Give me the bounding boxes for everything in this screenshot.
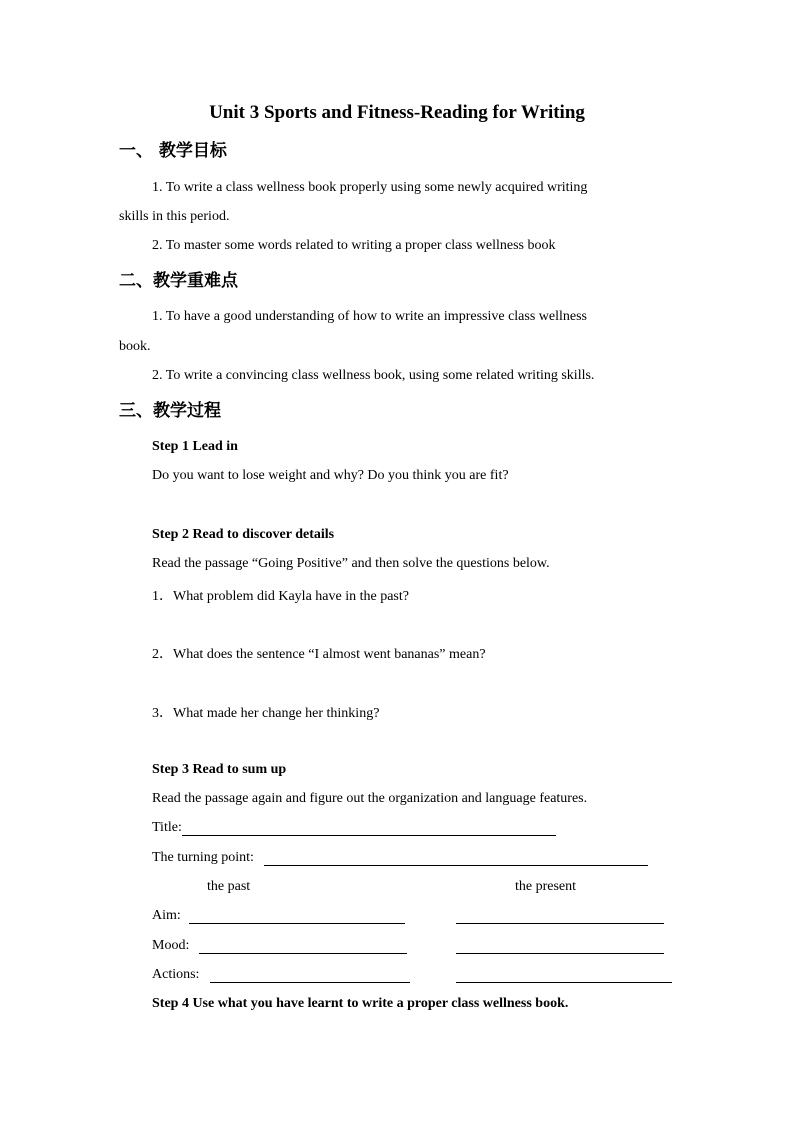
actions-present-blank-line <box>456 982 672 983</box>
section2-heading: 二、教学重难点 <box>119 271 238 291</box>
aim-past-blank-line <box>189 923 405 924</box>
step3-title: Step 3 Read to sum up <box>152 762 287 777</box>
mood-past-blank-line <box>199 953 407 954</box>
step1-text: Do you want to lose weight and why? Do you think you are fit? <box>152 468 509 483</box>
aim-label: Aim: <box>152 908 181 923</box>
aim-present-blank-line <box>456 923 664 924</box>
keypoint-2: 2. To write a convincing class wellness book, using some related writing skills. <box>152 368 595 383</box>
keypoint-1-line2: book. <box>119 339 151 354</box>
section3-heading: 三、教学过程 <box>119 401 221 421</box>
actions-label: Actions: <box>152 967 200 982</box>
title-label: Title: <box>152 820 182 835</box>
section1-heading: 一、 教学目标 <box>119 141 227 161</box>
step1-title: Step 1 Lead in <box>152 439 238 454</box>
objective-1-line2: skills in this period. <box>119 209 230 224</box>
step4-title: Step 4 Use what you have learnt to write a proper class wellness book. <box>152 996 569 1011</box>
question-2: 2．What does the sentence “I almost went bananas” mean? <box>152 647 486 662</box>
question-1: 1．What problem did Kayla have in the past? <box>152 589 409 604</box>
step2-title: Step 2 Read to discover details <box>152 527 335 542</box>
past-column-label: the past <box>207 879 251 894</box>
objective-2: 2. To master some words related to writing a proper class wellness book <box>152 238 556 253</box>
step3-intro: Read the passage again and figure out the organization and language features. <box>152 791 588 806</box>
title-blank-line <box>182 835 556 836</box>
keypoint-1-line1: 1. To have a good understanding of how to write an impressive class wellness <box>152 309 588 324</box>
mood-present-blank-line <box>456 953 664 954</box>
mood-label: Mood: <box>152 938 190 953</box>
turning-point-blank-line <box>264 865 648 866</box>
present-column-label: the present <box>515 879 577 894</box>
actions-past-blank-line <box>210 982 410 983</box>
page-title: Unit 3 Sports and Fitness-Reading for Writing <box>209 102 585 123</box>
question-3: 3．What made her change her thinking? <box>152 706 380 721</box>
step2-intro: Read the passage “Going Positive” and then solve the questions below. <box>152 556 550 571</box>
objective-1-line1: 1. To write a class wellness book properly using some newly acquired writing <box>152 180 588 195</box>
turning-point-label: The turning point: <box>152 850 254 865</box>
